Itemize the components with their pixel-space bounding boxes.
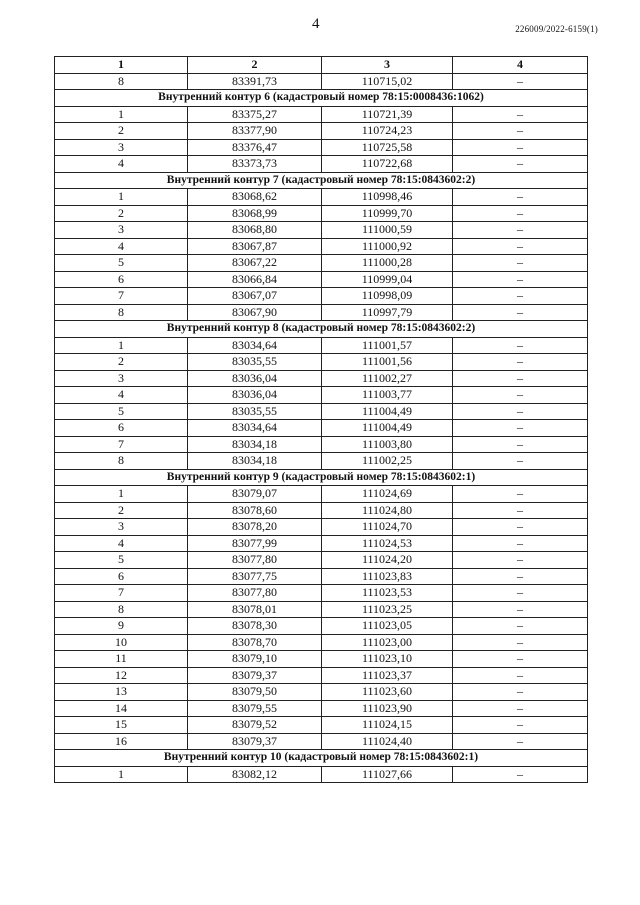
column-4-cell: – — [453, 387, 588, 404]
x-coordinate-cell: 83068,62 — [188, 189, 322, 206]
x-coordinate-cell: 83036,04 — [188, 387, 322, 404]
column-4-cell: – — [453, 156, 588, 173]
point-number-cell: 5 — [55, 403, 188, 420]
column-4-cell: – — [453, 700, 588, 717]
table-row — [55, 420, 588, 437]
y-coordinate-cell: 111023,90 — [322, 700, 453, 717]
point-number-cell: 4 — [55, 535, 188, 552]
column-4-cell: – — [453, 486, 588, 503]
x-coordinate-cell: 83068,80 — [188, 222, 322, 239]
section-title: Внутренний контур 7 (кадастровый номер 78:15:0843602:2) — [55, 172, 588, 189]
point-number-cell: 3 — [55, 519, 188, 536]
y-coordinate-cell: 110722,68 — [322, 156, 453, 173]
y-coordinate-cell: 111001,56 — [322, 354, 453, 371]
column-4-cell: – — [453, 123, 588, 140]
x-coordinate-cell: 83376,47 — [188, 139, 322, 156]
point-number-cell: 1 — [55, 106, 188, 123]
y-coordinate-cell: 111024,70 — [322, 519, 453, 536]
point-number-cell: 5 — [55, 552, 188, 569]
y-coordinate-cell: 110997,79 — [322, 304, 453, 321]
table-row — [55, 519, 588, 536]
y-coordinate-cell: 111002,25 — [322, 453, 453, 470]
y-coordinate-cell: 110715,02 — [322, 73, 453, 90]
point-number-cell: 5 — [55, 255, 188, 272]
column-4-cell: – — [453, 337, 588, 354]
section-header-row — [55, 469, 588, 486]
x-coordinate-cell: 83068,99 — [188, 205, 322, 222]
section-title: Внутренний контур 9 (кадастровый номер 78:15:0843602:1) — [55, 469, 588, 486]
table-row — [55, 139, 588, 156]
table-row — [55, 601, 588, 618]
table-row — [55, 618, 588, 635]
x-coordinate-cell: 83034,64 — [188, 420, 322, 437]
column-4-cell: – — [453, 205, 588, 222]
point-number-cell: 2 — [55, 354, 188, 371]
column-4-cell: – — [453, 288, 588, 305]
x-coordinate-cell: 83078,01 — [188, 601, 322, 618]
x-coordinate-cell: 83066,84 — [188, 271, 322, 288]
y-coordinate-cell: 111024,40 — [322, 733, 453, 750]
point-number-cell: 3 — [55, 222, 188, 239]
x-coordinate-cell: 83077,99 — [188, 535, 322, 552]
column-header-4: 4 — [453, 57, 588, 74]
column-4-cell: – — [453, 667, 588, 684]
table-row — [55, 436, 588, 453]
column-4-cell: – — [453, 502, 588, 519]
point-number-cell: 1 — [55, 189, 188, 206]
x-coordinate-cell: 83079,07 — [188, 486, 322, 503]
section-header-row — [55, 172, 588, 189]
point-number-cell: 15 — [55, 717, 188, 734]
y-coordinate-cell: 111004,49 — [322, 420, 453, 437]
y-coordinate-cell: 111024,69 — [322, 486, 453, 503]
table-row — [55, 370, 588, 387]
point-number-cell: 8 — [55, 304, 188, 321]
table-row — [55, 486, 588, 503]
table-row — [55, 634, 588, 651]
column-4-cell: – — [453, 651, 588, 668]
document-number: 226009/2022-6159(1) — [515, 24, 598, 34]
point-number-cell: 12 — [55, 667, 188, 684]
point-number-cell: 1 — [55, 337, 188, 354]
column-4-cell: – — [453, 733, 588, 750]
page-number: 4 — [312, 16, 320, 32]
y-coordinate-cell: 111023,60 — [322, 684, 453, 701]
x-coordinate-cell: 83035,55 — [188, 403, 322, 420]
point-number-cell: 8 — [55, 601, 188, 618]
column-4-cell: – — [453, 304, 588, 321]
table-row — [55, 106, 588, 123]
table-row — [55, 354, 588, 371]
x-coordinate-cell: 83079,10 — [188, 651, 322, 668]
y-coordinate-cell: 111023,10 — [322, 651, 453, 668]
point-number-cell: 7 — [55, 436, 188, 453]
point-number-cell: 9 — [55, 618, 188, 635]
table-row — [55, 205, 588, 222]
y-coordinate-cell: 111000,92 — [322, 238, 453, 255]
y-coordinate-cell: 111004,49 — [322, 403, 453, 420]
column-4-cell: – — [453, 189, 588, 206]
table-header-row — [55, 57, 588, 74]
x-coordinate-cell: 83036,04 — [188, 370, 322, 387]
table-row — [55, 684, 588, 701]
y-coordinate-cell: 111000,28 — [322, 255, 453, 272]
column-4-cell: – — [453, 552, 588, 569]
y-coordinate-cell: 110999,04 — [322, 271, 453, 288]
y-coordinate-cell: 111023,25 — [322, 601, 453, 618]
x-coordinate-cell: 83067,07 — [188, 288, 322, 305]
point-number-cell: 1 — [55, 766, 188, 783]
point-number-cell: 1 — [55, 486, 188, 503]
column-header-3: 3 — [322, 57, 453, 74]
x-coordinate-cell: 83079,52 — [188, 717, 322, 734]
section-title: Внутренний контур 6 (кадастровый номер 78:15:0008436:1062) — [55, 90, 588, 107]
table-row — [55, 156, 588, 173]
point-number-cell: 2 — [55, 205, 188, 222]
x-coordinate-cell: 83079,37 — [188, 733, 322, 750]
y-coordinate-cell: 111024,15 — [322, 717, 453, 734]
table-row — [55, 453, 588, 470]
column-4-cell: – — [453, 684, 588, 701]
y-coordinate-cell: 111001,57 — [322, 337, 453, 354]
y-coordinate-cell: 111003,80 — [322, 436, 453, 453]
y-coordinate-cell: 111003,77 — [322, 387, 453, 404]
x-coordinate-cell: 83377,90 — [188, 123, 322, 140]
y-coordinate-cell: 110998,09 — [322, 288, 453, 305]
column-4-cell: – — [453, 222, 588, 239]
point-number-cell: 6 — [55, 271, 188, 288]
y-coordinate-cell: 111024,20 — [322, 552, 453, 569]
table-row — [55, 403, 588, 420]
section-header-row — [55, 321, 588, 338]
y-coordinate-cell: 111024,53 — [322, 535, 453, 552]
x-coordinate-cell: 83067,87 — [188, 238, 322, 255]
table-row — [55, 502, 588, 519]
column-4-cell: – — [453, 618, 588, 635]
x-coordinate-cell: 83034,18 — [188, 436, 322, 453]
table-row — [55, 717, 588, 734]
coordinates-table — [54, 56, 588, 783]
x-coordinate-cell: 83391,73 — [188, 73, 322, 90]
point-number-cell: 16 — [55, 733, 188, 750]
column-4-cell: – — [453, 139, 588, 156]
y-coordinate-cell: 111002,27 — [322, 370, 453, 387]
x-coordinate-cell: 83078,30 — [188, 618, 322, 635]
table-row — [55, 667, 588, 684]
table-row — [55, 304, 588, 321]
table-row — [55, 337, 588, 354]
x-coordinate-cell: 83079,50 — [188, 684, 322, 701]
table-row — [55, 568, 588, 585]
x-coordinate-cell: 83078,20 — [188, 519, 322, 536]
table-row — [55, 585, 588, 602]
column-4-cell: – — [453, 354, 588, 371]
y-coordinate-cell: 111023,53 — [322, 585, 453, 602]
table-row — [55, 766, 588, 783]
point-number-cell: 10 — [55, 634, 188, 651]
column-4-cell: – — [453, 106, 588, 123]
table-row — [55, 189, 588, 206]
column-4-cell: – — [453, 255, 588, 272]
section-header-row — [55, 90, 588, 107]
column-4-cell: – — [453, 568, 588, 585]
x-coordinate-cell: 83035,55 — [188, 354, 322, 371]
x-coordinate-cell: 83375,27 — [188, 106, 322, 123]
column-4-cell: – — [453, 601, 588, 618]
column-4-cell: – — [453, 519, 588, 536]
point-number-cell: 3 — [55, 370, 188, 387]
column-4-cell: – — [453, 535, 588, 552]
x-coordinate-cell: 83077,75 — [188, 568, 322, 585]
point-number-cell: 6 — [55, 420, 188, 437]
y-coordinate-cell: 110999,70 — [322, 205, 453, 222]
column-4-cell: – — [453, 271, 588, 288]
table-row — [55, 73, 588, 90]
column-4-cell: – — [453, 403, 588, 420]
table-row — [55, 651, 588, 668]
column-4-cell: – — [453, 766, 588, 783]
table-row — [55, 271, 588, 288]
x-coordinate-cell: 83078,70 — [188, 634, 322, 651]
table-row — [55, 238, 588, 255]
column-4-cell: – — [453, 585, 588, 602]
table-row — [55, 288, 588, 305]
x-coordinate-cell: 83067,90 — [188, 304, 322, 321]
x-coordinate-cell: 83077,80 — [188, 585, 322, 602]
column-4-cell: – — [453, 73, 588, 90]
table-row — [55, 552, 588, 569]
y-coordinate-cell: 110721,39 — [322, 106, 453, 123]
table-row — [55, 733, 588, 750]
table-row — [55, 255, 588, 272]
point-number-cell: 11 — [55, 651, 188, 668]
table-body — [55, 73, 588, 783]
y-coordinate-cell: 111023,00 — [322, 634, 453, 651]
x-coordinate-cell: 83082,12 — [188, 766, 322, 783]
y-coordinate-cell: 111000,59 — [322, 222, 453, 239]
section-header-row — [55, 750, 588, 767]
table-row — [55, 387, 588, 404]
column-4-cell: – — [453, 634, 588, 651]
x-coordinate-cell: 83373,73 — [188, 156, 322, 173]
point-number-cell: 2 — [55, 123, 188, 140]
point-number-cell: 7 — [55, 288, 188, 305]
y-coordinate-cell: 111023,05 — [322, 618, 453, 635]
table-row — [55, 222, 588, 239]
column-4-cell: – — [453, 436, 588, 453]
column-4-cell: – — [453, 420, 588, 437]
y-coordinate-cell: 110725,58 — [322, 139, 453, 156]
point-number-cell: 4 — [55, 156, 188, 173]
y-coordinate-cell: 110998,46 — [322, 189, 453, 206]
point-number-cell: 8 — [55, 453, 188, 470]
x-coordinate-cell: 83077,80 — [188, 552, 322, 569]
column-4-cell: – — [453, 453, 588, 470]
table-row — [55, 123, 588, 140]
y-coordinate-cell: 111023,37 — [322, 667, 453, 684]
point-number-cell: 7 — [55, 585, 188, 602]
x-coordinate-cell: 83067,22 — [188, 255, 322, 272]
table-row — [55, 535, 588, 552]
point-number-cell: 13 — [55, 684, 188, 701]
section-title: Внутренний контур 8 (кадастровый номер 78:15:0843602:2) — [55, 321, 588, 338]
x-coordinate-cell: 83078,60 — [188, 502, 322, 519]
column-4-cell: – — [453, 370, 588, 387]
column-header-2: 2 — [188, 57, 322, 74]
point-number-cell: 6 — [55, 568, 188, 585]
point-number-cell: 8 — [55, 73, 188, 90]
y-coordinate-cell: 111024,80 — [322, 502, 453, 519]
point-number-cell: 4 — [55, 387, 188, 404]
table-row — [55, 700, 588, 717]
x-coordinate-cell: 83079,37 — [188, 667, 322, 684]
column-header-1: 1 — [55, 57, 188, 74]
column-4-cell: – — [453, 717, 588, 734]
section-title: Внутренний контур 10 (кадастровый номер 78:15:0843602:1) — [55, 750, 588, 767]
x-coordinate-cell: 83079,55 — [188, 700, 322, 717]
x-coordinate-cell: 83034,64 — [188, 337, 322, 354]
x-coordinate-cell: 83034,18 — [188, 453, 322, 470]
y-coordinate-cell: 110724,23 — [322, 123, 453, 140]
y-coordinate-cell: 111023,83 — [322, 568, 453, 585]
y-coordinate-cell: 111027,66 — [322, 766, 453, 783]
point-number-cell: 2 — [55, 502, 188, 519]
point-number-cell: 3 — [55, 139, 188, 156]
point-number-cell: 4 — [55, 238, 188, 255]
column-4-cell: – — [453, 238, 588, 255]
point-number-cell: 14 — [55, 700, 188, 717]
